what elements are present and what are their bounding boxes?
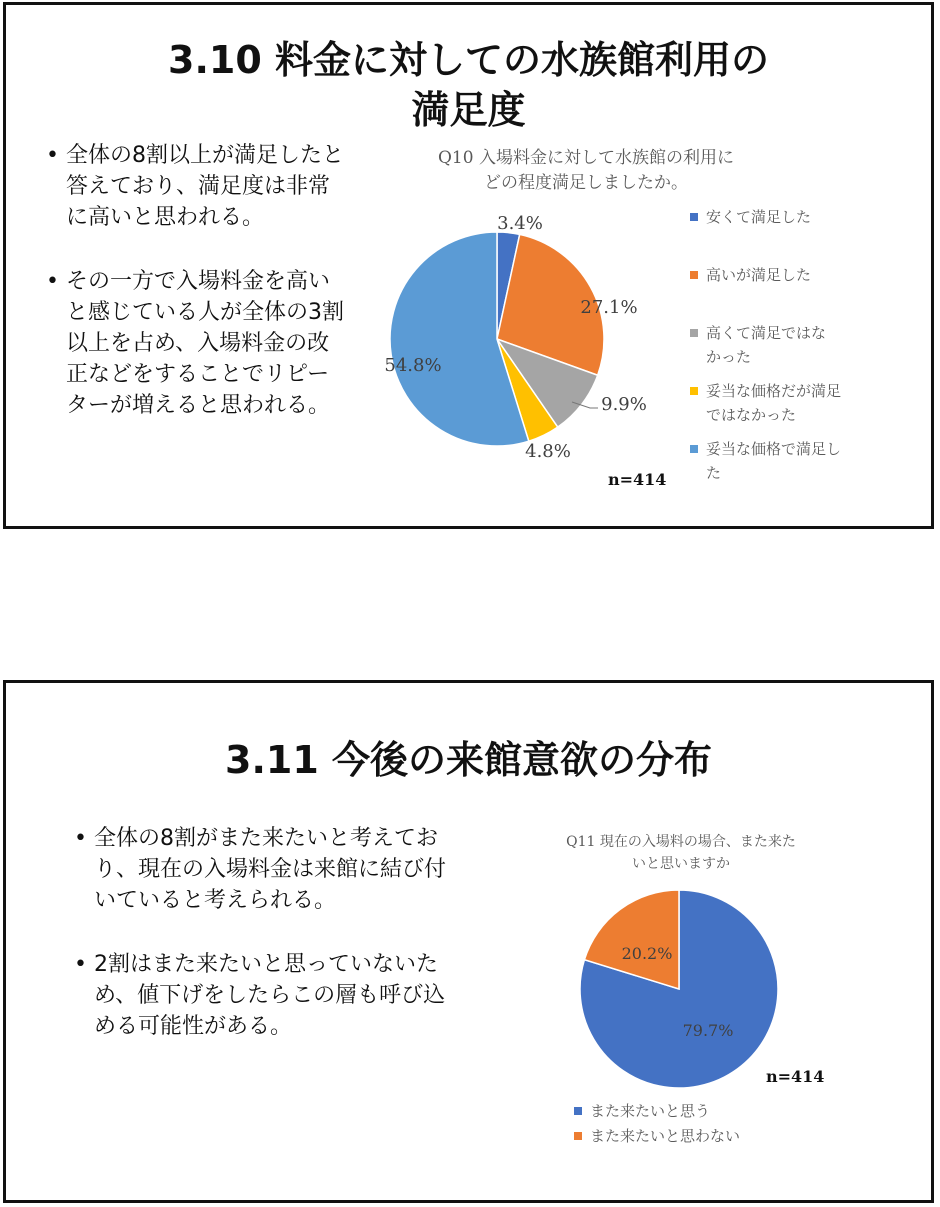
legend-item xyxy=(574,1099,874,1124)
data-label: 9.9% xyxy=(601,394,647,415)
data-label: 54.8% xyxy=(384,355,442,376)
legend-label: かった xyxy=(706,348,752,366)
legend-label: また来たいと思わない xyxy=(590,1127,741,1145)
legend-label: 高いが満足した xyxy=(706,266,812,284)
bullet-item: • 全体の8割がまた来たいと考えており、現在の入場料金は来館に結び付いていると考えられる。 xyxy=(72,823,457,916)
legend-swatch xyxy=(690,271,698,279)
legend-swatch xyxy=(690,445,698,453)
legend-swatch xyxy=(574,1132,582,1140)
legend-item xyxy=(574,1124,874,1149)
slide-3-10 xyxy=(3,2,934,529)
legend-label: 妥当な価格だが満足 xyxy=(706,382,842,400)
chart-legend xyxy=(574,1099,874,1149)
legend-item xyxy=(690,263,905,287)
legend-item xyxy=(690,437,905,485)
legend-label: 安くて満足した xyxy=(706,208,812,226)
chart-title-line1: Q11 現在の入場料の場合、また来た xyxy=(566,834,796,850)
legend-item xyxy=(690,379,905,427)
data-label: 79.7% xyxy=(682,1021,734,1040)
legend-label: ではなかった xyxy=(706,406,797,424)
legend-swatch xyxy=(690,213,698,221)
chart-legend xyxy=(690,205,905,485)
sample-size-note: n=414 xyxy=(608,470,667,489)
bullet-item: • その一方で入場料金を高いと感じている人が全体の3割以上を占め、入場料金の改正などをすることでリピーターが増えると思われる。 xyxy=(44,266,344,421)
slide-title-line2: 満足度 xyxy=(411,88,526,132)
legend-swatch xyxy=(690,329,698,337)
legend-swatch xyxy=(574,1107,582,1115)
slide-title: 3.11 今後の来館意欲の分布 xyxy=(225,738,712,782)
legend-item xyxy=(690,321,905,369)
legend-swatch xyxy=(690,387,698,395)
data-label: 27.1% xyxy=(580,297,638,318)
bullet-item: • 2割はまた来たいと思っていないため、値下げをしたらこの層も呼び込める可能性がある。 xyxy=(72,949,457,1042)
data-label: 3.4% xyxy=(497,213,543,234)
sample-size-note: n=414 xyxy=(766,1067,825,1086)
legend-label: また来たいと思う xyxy=(590,1102,711,1120)
chart-title-line2: いと思いますか xyxy=(632,856,730,872)
legend-label: た xyxy=(706,464,722,482)
bullet-item: • 全体の8割以上が満足したと答えており、満足度は非常に高いと思われる。 xyxy=(44,140,344,233)
legend-label: 妥当な価格で満足し xyxy=(706,440,842,458)
data-label: 20.2% xyxy=(621,944,673,963)
legend-item xyxy=(690,205,905,229)
chart-title-line2: どの程度満足しましたか。 xyxy=(484,173,688,193)
chart-title-line1: Q10 入場料金に対して水族館の利用に xyxy=(438,148,734,168)
legend-label: 高くて満足ではな xyxy=(706,324,827,342)
slide-title-line1: 3.10 料金に対しての水族館利用の xyxy=(168,38,769,82)
slide-3-11 xyxy=(3,680,934,1203)
data-label: 4.8% xyxy=(525,441,571,462)
